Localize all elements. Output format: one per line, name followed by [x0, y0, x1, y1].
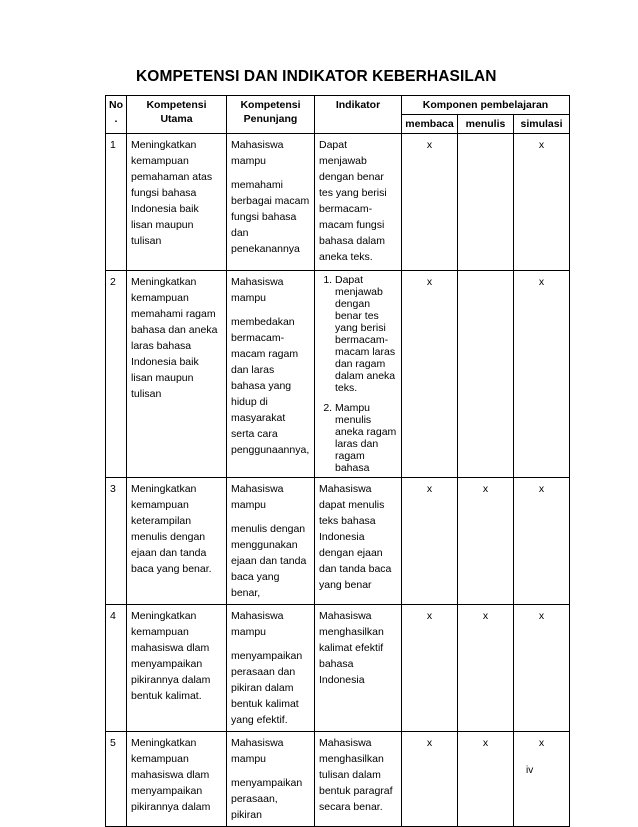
menulis-mark: x [458, 732, 514, 827]
kompetensi-utama-cell: Meningkatkan kemampuan pemahaman atas fungsi bahasa Indonesia baik lisan maupun tulisan [127, 134, 227, 271]
kompetensi-utama-cell: Meningkatkan kemampuan mahasiswa dlam menyampaikan pikirannya dalam [127, 732, 227, 827]
indikator-cell: Mahasiswa menghasilkan kalimat efektif bahasa Indonesia [315, 605, 402, 732]
kompetensi-penunjang-cell [227, 732, 315, 827]
kompetensi-utama-cell: Meningkatkan kemampuan mahasiswa dlam menyampaikan pikirannya dalam bentuk kalimat. [127, 605, 227, 732]
indikator-cell: Mahasiswa menghasilkan tulisan dalam bentuk paragraf secara benar. [315, 732, 402, 827]
penunjang-detail: menulis dengan menggunakan ejaan dan tanda baca yang benar, [231, 523, 307, 599]
competency-table [105, 95, 570, 827]
header-komponen: Komponen pembelajaran [402, 96, 570, 115]
indikator-item: 2. Mampu menulis aneka ragam laras dan ragam bahasa [335, 402, 397, 474]
membaca-mark: x [402, 732, 458, 827]
indikator-item: 1. Dapat menjawab dengan benar tes yang berisi bermacam-macam laras dan ragam dalam aneka teks. [335, 274, 397, 394]
header-membaca: membaca [402, 115, 458, 134]
simulasi-mark: x [514, 605, 570, 732]
kompetensi-penunjang-cell [227, 134, 315, 271]
row-number: 1 [106, 134, 127, 271]
header-indikator: Indikator [315, 96, 402, 134]
penunjang-detail: memahami berbagai macam fungsi bahasa dan penekanannya [231, 179, 310, 255]
indikator-list [319, 274, 397, 474]
membaca-mark: x [402, 605, 458, 732]
header-kompetensi-utama: Kompetensi Utama [127, 96, 227, 134]
penunjang-intro: Mahasiswa mampu [231, 139, 284, 167]
row-number: 2 [106, 271, 127, 478]
header-kompetensi-penunjang: Kompetensi Penunjang [227, 96, 315, 134]
membaca-mark: x [402, 134, 458, 271]
table-row [106, 732, 570, 827]
penunjang-intro: Mahasiswa mampu [231, 610, 284, 638]
row-number: 5 [106, 732, 127, 827]
menulis-mark [458, 271, 514, 478]
table-row [106, 605, 570, 732]
indikator-cell: Mahasiswa dapat menulis teks bahasa Indonesia dengan ejaan dan tanda baca yang benar [315, 478, 402, 605]
simulasi-mark: x [514, 478, 570, 605]
membaca-mark: x [402, 478, 458, 605]
kompetensi-penunjang-cell [227, 605, 315, 732]
kompetensi-utama-cell: Meningkatkan kemampuan keterampilan menulis dengan ejaan dan tanda baca yang benar. [127, 478, 227, 605]
penunjang-intro: Mahasiswa mampu [231, 737, 284, 765]
kompetensi-penunjang-cell [227, 478, 315, 605]
header-menulis: menulis [458, 115, 514, 134]
row-number: 3 [106, 478, 127, 605]
table-row [106, 134, 570, 271]
page-title: KOMPETENSI DAN INDIKATOR KEBERHASILAN [136, 68, 497, 85]
penunjang-intro: Mahasiswa mampu [231, 276, 284, 304]
penunjang-detail: menyampaikan perasaan, pikiran [231, 777, 303, 821]
membaca-mark: x [402, 271, 458, 478]
kompetensi-utama-cell: Meningkatkan kemampuan memahami ragam bahasa dan aneka laras bahasa Indonesia baik lisan maupun tulisan [127, 271, 227, 478]
menulis-mark: x [458, 478, 514, 605]
menulis-mark: x [458, 605, 514, 732]
table-row [106, 271, 570, 478]
table-row [106, 478, 570, 605]
penunjang-detail: membedakan bermacam-macam ragam dan laras bahasa yang hidup di masyarakat serta cara penggunaannya, [231, 316, 310, 456]
header-simulasi: simulasi [514, 115, 570, 134]
row-number: 4 [106, 605, 127, 732]
page-number: iv [526, 765, 534, 776]
indikator-cell: Dapat menjawab dengan benar tes yang berisi bermacam-macam fungsi bahasa dalam aneka teks. [315, 134, 402, 271]
simulasi-mark: x [514, 134, 570, 271]
penunjang-intro: Mahasiswa mampu [231, 483, 284, 511]
simulasi-mark: x [514, 732, 570, 827]
menulis-mark [458, 134, 514, 271]
indikator-cell [315, 271, 402, 478]
penunjang-detail: menyampaikan perasaan dan pikiran dalam bentuk kalimat yang efektif. [231, 650, 303, 726]
header-no: No . [106, 96, 127, 134]
simulasi-mark: x [514, 271, 570, 478]
kompetensi-penunjang-cell [227, 271, 315, 478]
